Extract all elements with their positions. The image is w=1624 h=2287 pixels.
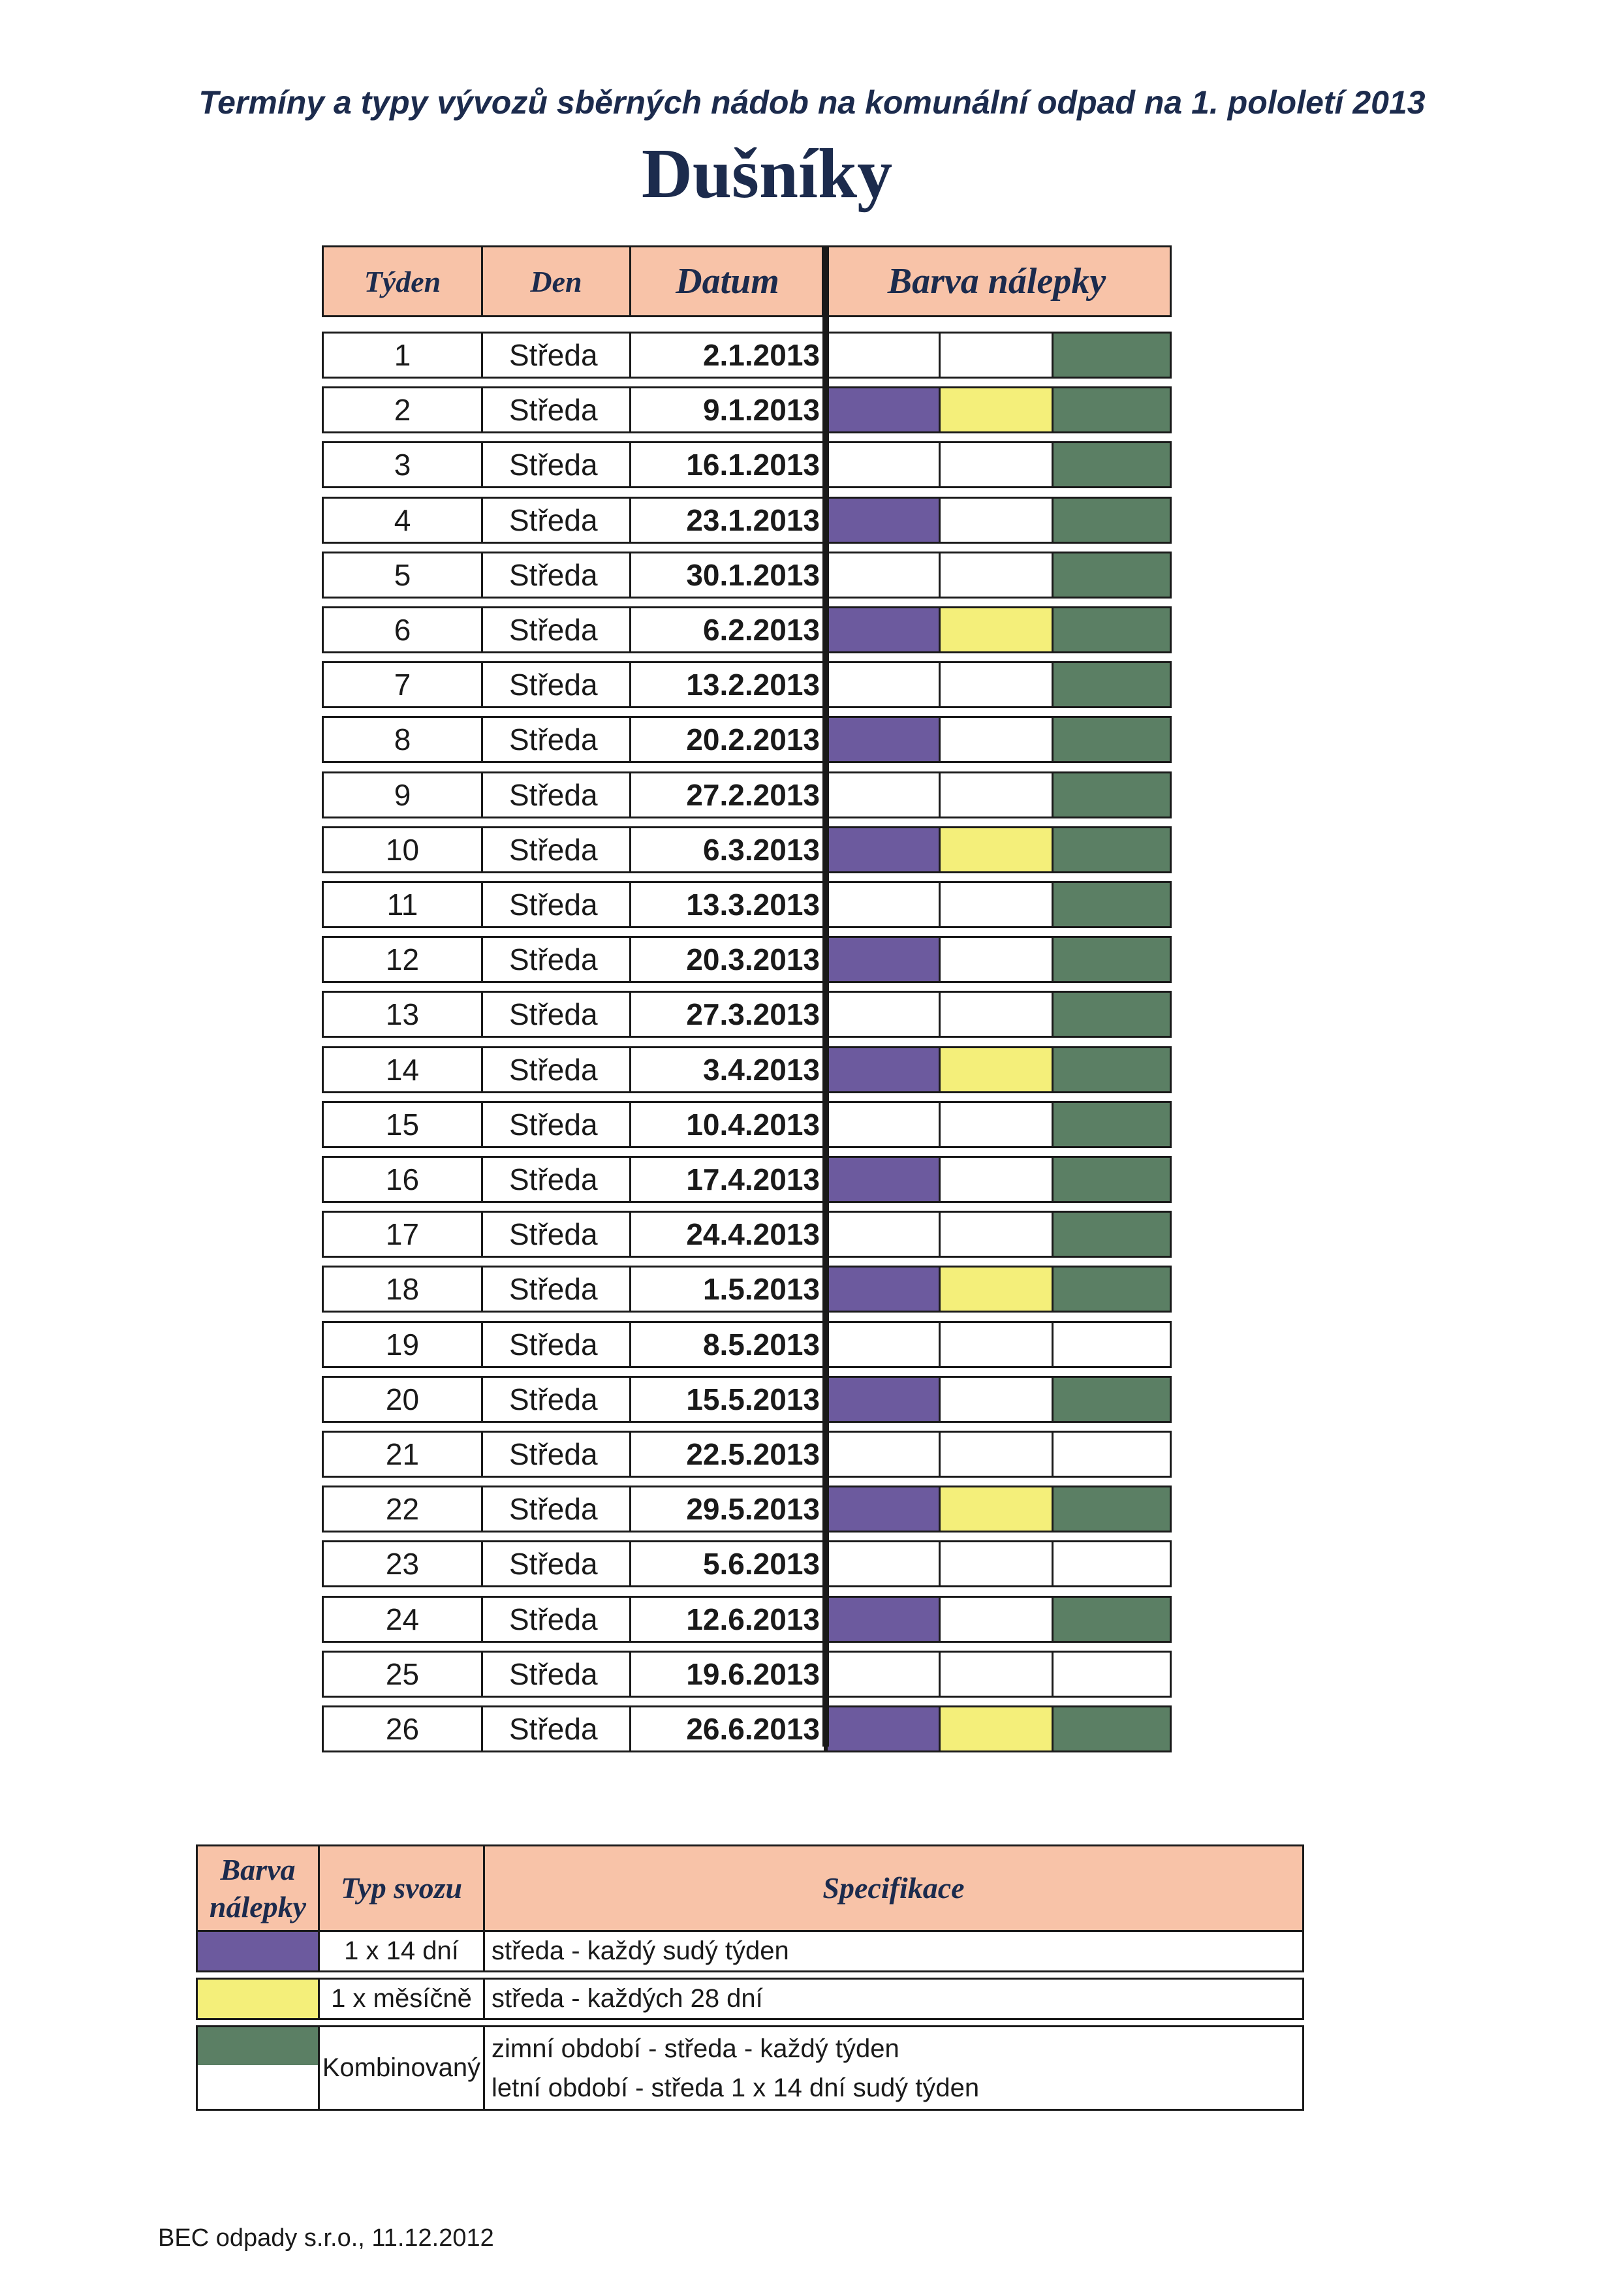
schedule-row [322, 771, 1172, 818]
sticker-green [1052, 1596, 1172, 1643]
schedule-row [322, 1705, 1172, 1752]
sticker-empty [939, 1431, 1054, 1478]
sticker-purple [826, 1376, 941, 1423]
sticker-yellow [939, 606, 1054, 653]
sticker-green [1052, 826, 1172, 873]
schedule-row [322, 991, 1172, 1038]
sticker-empty [939, 881, 1054, 928]
legend-spec [483, 2025, 1304, 2111]
sticker-yellow [939, 386, 1054, 433]
week-number: 4 [322, 497, 483, 544]
collection-date: 5.6.2013 [629, 1540, 826, 1587]
week-number: 18 [322, 1266, 483, 1313]
legend-spec-line: středa - každý sudý týden [492, 1937, 789, 1965]
schedule-row [322, 881, 1172, 928]
sticker-green [1052, 497, 1172, 544]
schedule-row [322, 1596, 1172, 1643]
schedule-header-row [322, 245, 1172, 317]
schedule-row [322, 386, 1172, 433]
sticker-empty [939, 1321, 1054, 1368]
collection-date: 6.3.2013 [629, 826, 826, 873]
sticker-empty [826, 881, 941, 928]
sticker-empty [939, 1156, 1054, 1203]
document-title: Dušníky [641, 135, 893, 213]
sticker-green [1052, 881, 1172, 928]
legend-header-spec: Specifikace [483, 1844, 1304, 1932]
schedule-row [322, 1156, 1172, 1203]
day-name: Středa [481, 991, 631, 1038]
schedule-row [322, 716, 1172, 763]
sticker-purple [826, 826, 941, 873]
week-number: 9 [322, 771, 483, 818]
collection-date: 13.3.2013 [629, 881, 826, 928]
day-name: Středa [481, 497, 631, 544]
day-name: Středa [481, 1266, 631, 1313]
sticker-purple [826, 1266, 941, 1313]
legend-swatch-green-fill [198, 2027, 318, 2065]
day-name: Středa [481, 332, 631, 379]
day-name: Středa [481, 1211, 631, 1258]
week-number: 14 [322, 1046, 483, 1093]
sticker-empty [826, 991, 941, 1038]
legend-type: Kombinovaný [318, 2025, 485, 2111]
day-name: Středa [481, 1156, 631, 1203]
sticker-green [1052, 1156, 1172, 1203]
collection-date: 10.4.2013 [629, 1101, 826, 1148]
sticker-empty [826, 1101, 941, 1148]
collection-date: 29.5.2013 [629, 1486, 826, 1532]
day-name: Středa [481, 386, 631, 433]
sticker-green [1052, 991, 1172, 1038]
week-number: 21 [322, 1431, 483, 1478]
day-name: Středa [481, 771, 631, 818]
sticker-purple [826, 497, 941, 544]
week-number: 17 [322, 1211, 483, 1258]
schedule-row [322, 1046, 1172, 1093]
collection-date: 16.1.2013 [629, 441, 826, 488]
header-date: Datum [629, 245, 826, 317]
week-number: 11 [322, 881, 483, 928]
sticker-empty [826, 1540, 941, 1587]
collection-date: 20.3.2013 [629, 936, 826, 983]
day-name: Středa [481, 826, 631, 873]
day-name: Středa [481, 1431, 631, 1478]
table-divider [822, 245, 829, 1747]
schedule-row [322, 826, 1172, 873]
week-number: 5 [322, 552, 483, 599]
sticker-purple [826, 716, 941, 763]
legend-spec [483, 1930, 1304, 1972]
schedule-row [322, 497, 1172, 544]
sticker-green [1052, 552, 1172, 599]
week-number: 15 [322, 1101, 483, 1148]
document-subtitle: Termíny a typy vývozů sběrných nádob na komunální odpad na 1. pololetí 2013 [198, 84, 1426, 121]
sticker-empty [826, 332, 941, 379]
sticker-purple [826, 1705, 941, 1752]
collection-date: 30.1.2013 [629, 552, 826, 599]
day-name: Středa [481, 1486, 631, 1532]
schedule-row [322, 441, 1172, 488]
legend-type: 1 x měsíčně [318, 1978, 485, 2020]
sticker-empty [939, 936, 1054, 983]
schedule-row [322, 1431, 1172, 1478]
collection-date: 6.2.2013 [629, 606, 826, 653]
sticker-empty [826, 1211, 941, 1258]
sticker-yellow [939, 1266, 1054, 1313]
sticker-empty [939, 332, 1054, 379]
legend-spec-line: zimní období - středa - každý týden [492, 2034, 899, 2063]
sticker-empty [939, 1540, 1054, 1587]
sticker-green [1052, 386, 1172, 433]
sticker-green [1052, 1046, 1172, 1093]
sticker-yellow [939, 1705, 1054, 1752]
sticker-green [1052, 771, 1172, 818]
sticker-purple [826, 606, 941, 653]
collection-date: 15.5.2013 [629, 1376, 826, 1423]
collection-date: 2.1.2013 [629, 332, 826, 379]
day-name: Středa [481, 661, 631, 708]
schedule-row [322, 332, 1172, 379]
day-name: Středa [481, 552, 631, 599]
sticker-purple [826, 386, 941, 433]
sticker-empty [939, 1376, 1054, 1423]
sticker-empty [939, 991, 1054, 1038]
legend-header-sticker: Barva nálepky [196, 1844, 320, 1932]
legend-header-type: Typ svozu [318, 1844, 485, 1932]
sticker-green [1052, 1486, 1172, 1532]
week-number: 2 [322, 386, 483, 433]
schedule-row [322, 1211, 1172, 1258]
sticker-green [1052, 661, 1172, 708]
legend-type: 1 x 14 dní [318, 1930, 485, 1972]
week-number: 26 [322, 1705, 483, 1752]
collection-date: 23.1.2013 [629, 497, 826, 544]
week-number: 23 [322, 1540, 483, 1587]
legend-swatch-yellow [196, 1978, 320, 2020]
collection-date: 8.5.2013 [629, 1321, 826, 1368]
sticker-empty [826, 661, 941, 708]
collection-date: 17.4.2013 [629, 1156, 826, 1203]
collection-date: 27.2.2013 [629, 771, 826, 818]
week-number: 20 [322, 1376, 483, 1423]
schedule-row [322, 1266, 1172, 1313]
week-number: 8 [322, 716, 483, 763]
day-name: Středa [481, 1651, 631, 1698]
legend-swatch-green [196, 2025, 320, 2111]
schedule-row [322, 1376, 1172, 1423]
sticker-empty [939, 716, 1054, 763]
sticker-green [1052, 1101, 1172, 1148]
collection-date: 19.6.2013 [629, 1651, 826, 1698]
week-number: 24 [322, 1596, 483, 1643]
sticker-empty [939, 1101, 1054, 1148]
day-name: Středa [481, 606, 631, 653]
day-name: Středa [481, 1101, 631, 1148]
sticker-empty [1052, 1321, 1172, 1368]
day-name: Středa [481, 441, 631, 488]
sticker-green [1052, 1211, 1172, 1258]
sticker-purple [826, 936, 941, 983]
schedule-row [322, 1486, 1172, 1532]
sticker-yellow [939, 1046, 1054, 1093]
day-name: Středa [481, 1705, 631, 1752]
collection-date: 13.2.2013 [629, 661, 826, 708]
sticker-empty [939, 552, 1054, 599]
week-number: 19 [322, 1321, 483, 1368]
week-number: 10 [322, 826, 483, 873]
day-name: Středa [481, 1540, 631, 1587]
sticker-green [1052, 332, 1172, 379]
sticker-empty [939, 1651, 1054, 1698]
schedule-row [322, 1321, 1172, 1368]
legend-spec [483, 1978, 1304, 2020]
week-number: 7 [322, 661, 483, 708]
schedule-row [322, 606, 1172, 653]
collection-date: 12.6.2013 [629, 1596, 826, 1643]
collection-date: 3.4.2013 [629, 1046, 826, 1093]
week-number: 13 [322, 991, 483, 1038]
collection-date: 1.5.2013 [629, 1266, 826, 1313]
sticker-empty [1052, 1431, 1172, 1478]
legend-table [196, 1844, 1304, 2111]
sticker-green [1052, 606, 1172, 653]
day-name: Středa [481, 881, 631, 928]
sticker-purple [826, 1486, 941, 1532]
sticker-empty [939, 1596, 1054, 1643]
sticker-empty [939, 771, 1054, 818]
sticker-green [1052, 1705, 1172, 1752]
sticker-purple [826, 1046, 941, 1093]
sticker-purple [826, 1596, 941, 1643]
sticker-green [1052, 936, 1172, 983]
collection-date: 27.3.2013 [629, 991, 826, 1038]
day-name: Středa [481, 1376, 631, 1423]
week-number: 1 [322, 332, 483, 379]
day-name: Středa [481, 1046, 631, 1093]
week-number: 3 [322, 441, 483, 488]
schedule-row [322, 552, 1172, 599]
footer-company: BEC odpady s.r.o., 11.12.2012 [158, 2224, 494, 2252]
collection-date: 20.2.2013 [629, 716, 826, 763]
sticker-green [1052, 716, 1172, 763]
sticker-empty [826, 552, 941, 599]
schedule-row [322, 936, 1172, 983]
day-name: Středa [481, 936, 631, 983]
sticker-empty [939, 497, 1054, 544]
week-number: 25 [322, 1651, 483, 1698]
sticker-green [1052, 441, 1172, 488]
schedule-row [322, 1651, 1172, 1698]
sticker-yellow [939, 826, 1054, 873]
sticker-green [1052, 1266, 1172, 1313]
day-name: Středa [481, 1321, 631, 1368]
legend-spec-line: středa - každých 28 dní [492, 1984, 763, 2013]
sticker-empty [939, 661, 1054, 708]
header-week: Týden [322, 245, 483, 317]
collection-date: 26.6.2013 [629, 1705, 826, 1752]
sticker-green [1052, 1376, 1172, 1423]
sticker-empty [826, 1651, 941, 1698]
sticker-empty [826, 441, 941, 488]
sticker-purple [826, 1156, 941, 1203]
sticker-empty [826, 1431, 941, 1478]
legend-swatch-purple [196, 1930, 320, 1972]
sticker-empty [1052, 1540, 1172, 1587]
sticker-empty [939, 441, 1054, 488]
sticker-yellow [939, 1486, 1054, 1532]
week-number: 6 [322, 606, 483, 653]
schedule-row [322, 1101, 1172, 1148]
schedule-row [322, 1540, 1172, 1587]
collection-date: 24.4.2013 [629, 1211, 826, 1258]
header-sticker: Barva nálepky [822, 245, 1172, 317]
week-number: 12 [322, 936, 483, 983]
day-name: Středa [481, 1596, 631, 1643]
schedule-row [322, 661, 1172, 708]
week-number: 22 [322, 1486, 483, 1532]
sticker-empty [826, 1321, 941, 1368]
legend-spec-line: letní období - středa 1 x 14 dní sudý týden [492, 2073, 980, 2102]
collection-date: 9.1.2013 [629, 386, 826, 433]
collection-date: 22.5.2013 [629, 1431, 826, 1478]
sticker-empty [1052, 1651, 1172, 1698]
sticker-empty [826, 771, 941, 818]
week-number: 16 [322, 1156, 483, 1203]
day-name: Středa [481, 716, 631, 763]
sticker-empty [939, 1211, 1054, 1258]
header-day: Den [481, 245, 631, 317]
